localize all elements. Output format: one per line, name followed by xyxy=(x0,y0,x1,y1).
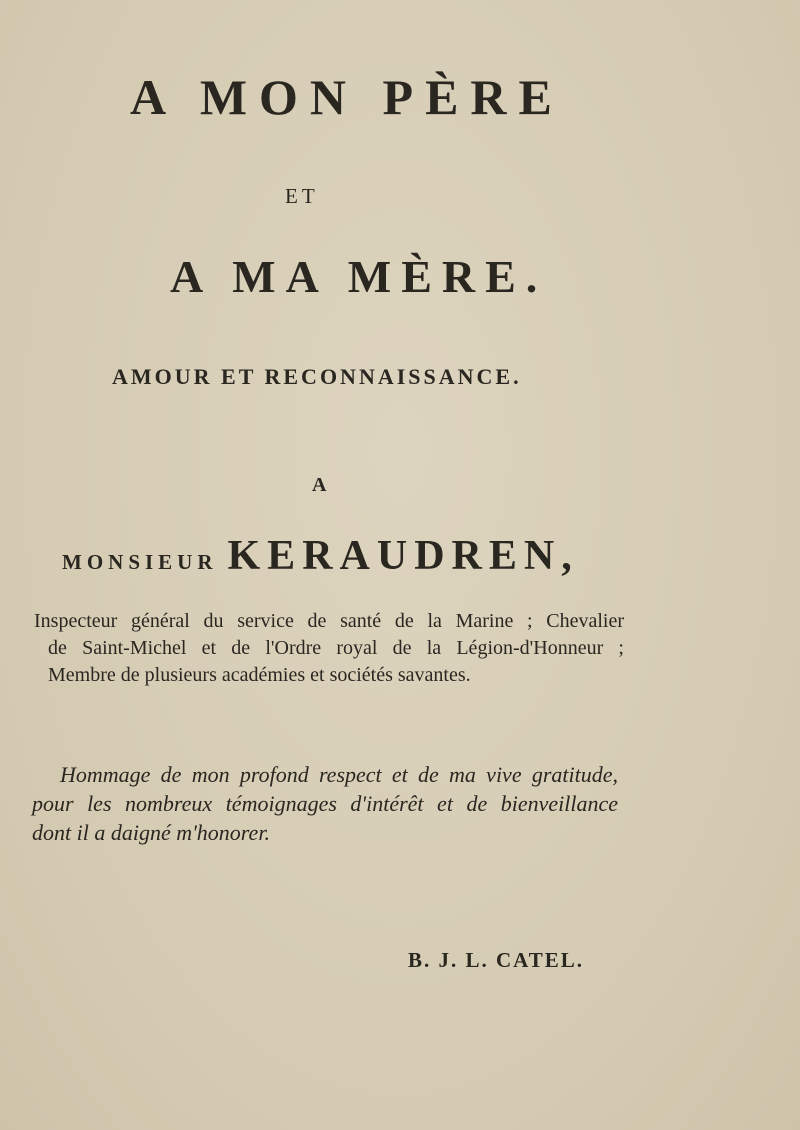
recipient-titles-line: Inspecteur général du service de santé de la Marine ; Chevalier xyxy=(34,610,624,632)
recipient-prefix: MONSIEUR xyxy=(62,550,218,574)
dedication-father: A MON PÈRE xyxy=(130,69,564,125)
recipient-titles-line: Membre de plusieurs académies et sociétés savantes. xyxy=(48,664,471,686)
recipient-name: KERAUDREN, xyxy=(227,533,579,579)
dedication-sentiment: AMOUR ET RECONNAISSANCE. xyxy=(112,364,522,389)
homage-line: pour les nombreux témoignages d'intérêt et de bienveillance xyxy=(32,791,618,816)
dedication-to: A xyxy=(312,474,327,496)
recipient-titles xyxy=(34,608,624,689)
recipient-heading xyxy=(62,532,579,580)
homage-line: Hommage de mon profond respect et de ma vive gratitude, xyxy=(60,762,618,787)
author-signature: B. J. L. CATEL. xyxy=(408,948,585,972)
dedication-mother: A MA MÈRE. xyxy=(170,251,548,302)
homage-line: dont il a daigné m'honorer. xyxy=(32,820,270,845)
homage-text xyxy=(32,760,618,847)
recipient-titles-line: de Saint-Michel et de l'Ordre royal de la Légion-d'Honneur ; xyxy=(48,637,624,659)
dedication-conjunction: ET xyxy=(285,184,319,208)
